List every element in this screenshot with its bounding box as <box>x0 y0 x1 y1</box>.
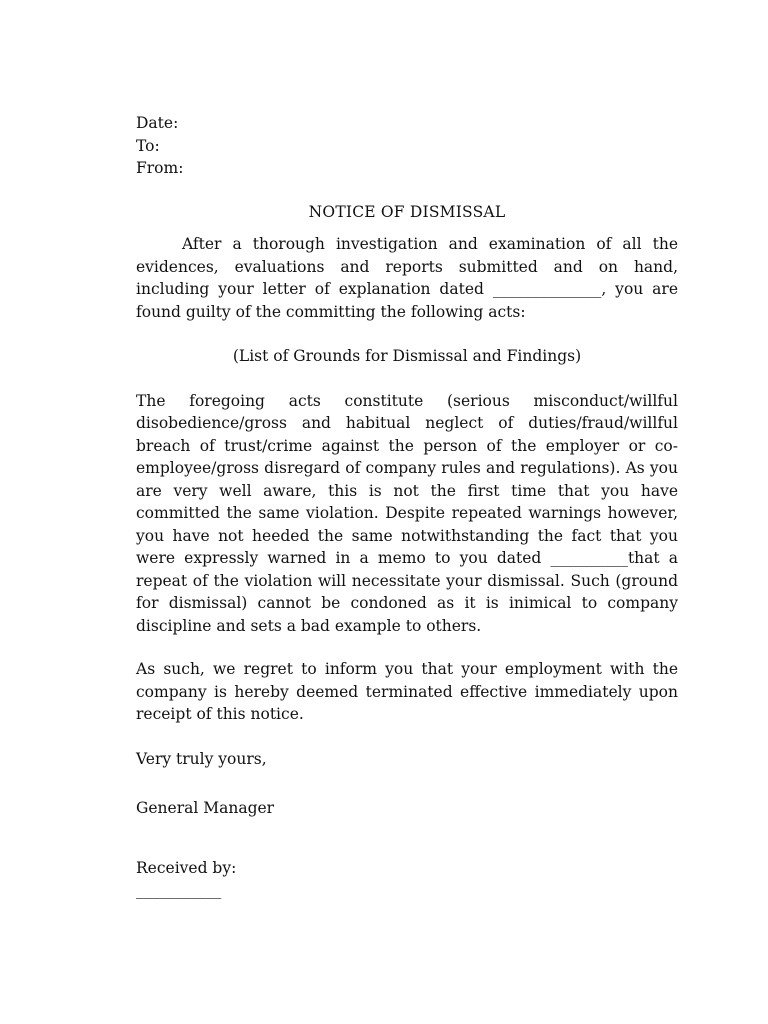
document-title: NOTICE OF DISMISSAL <box>308 202 506 221</box>
signature-line: ___________ <box>136 881 222 899</box>
investigation-paragraph: After a thorough investigation and examination of all the evidences, evaluations and reports submitted and on hand, including your letter of explanation dated ______________, you are found guilty of the committing the following acts: <box>136 235 678 321</box>
to-label: To: <box>136 136 160 155</box>
date-label: Date: <box>136 114 179 132</box>
closing-salutation: Very truly yours, <box>136 749 267 768</box>
signer-title: General Manager <box>136 799 275 817</box>
received-by-label: Received by: <box>136 858 237 877</box>
termination-paragraph: As such, we regret to inform you that your employment with the company is hereby deemed terminated effective immediately upon receipt of this notice. <box>136 660 678 723</box>
violation-paragraph: The foregoing acts constitute (serious misconduct/willful disobedience/gross and habitual neglect of duties/fraud/willful breach of trust/crime against the person of the employer or co-employee/gross disregard of company rules and regulations). As you are very well aware, this is not the first time that you have committed the same violation. Despite repeated warnings however, you have not heeded the same notwithstanding the fact that you were expressly warned in a memo to you dated __________that a repeat of the violation will necessitate your dismissal. Such (ground for dismissal) cannot be condoned as it is inimical to company discipline and sets a bad example to others. <box>136 391 678 635</box>
from-label: From: <box>136 159 184 177</box>
letter-body <box>136 112 678 902</box>
grounds-placeholder: (List of Grounds for Dismissal and Findings) <box>232 347 582 365</box>
